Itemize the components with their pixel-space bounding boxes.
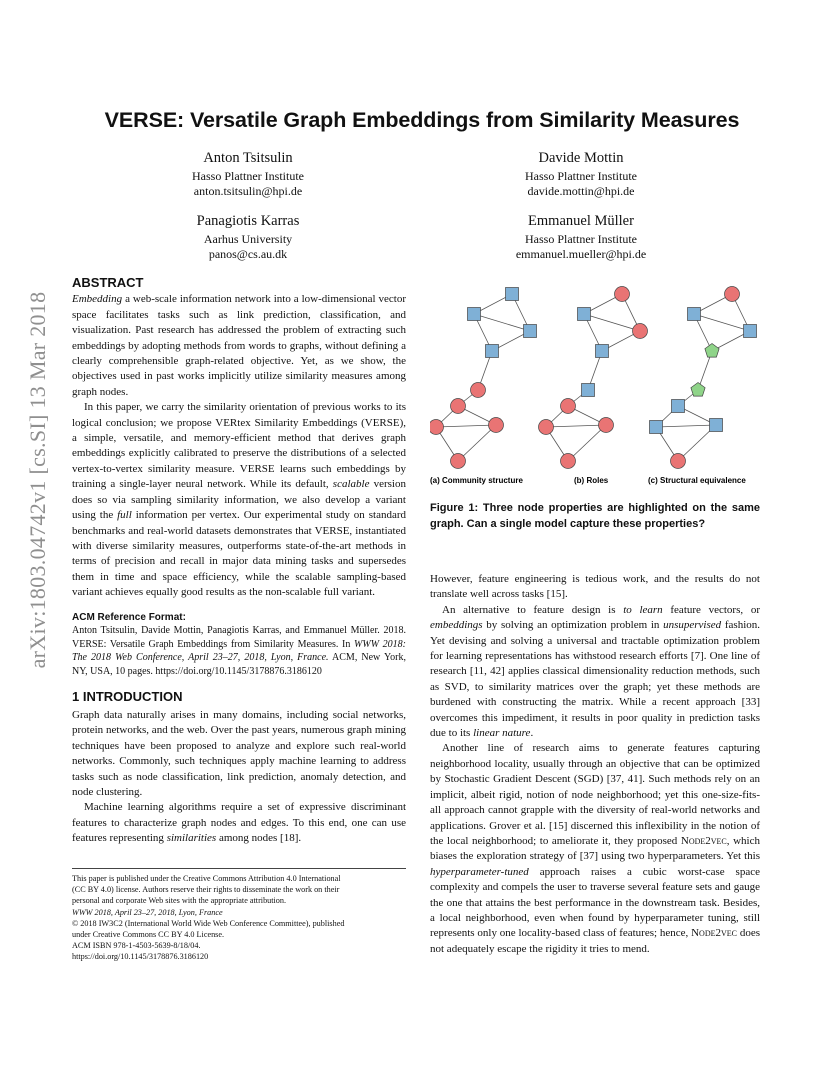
- acm-reference-text: Anton Tsitsulin, Davide Mottin, Panagiotis Karras, and Emmanuel Müller. 2018. VERSE: Versatile Graph Embeddings from Similarity Measures. In WWW 2018: The 2018 Web Conference, April 23–27, 2018, Lyon, France. ACM, New York, NY, USA, 10 pages. https://doi.org/10.1145/3178876.3186120: [72, 625, 407, 677]
- abstract-heading: ABSTRACT: [72, 275, 144, 290]
- author-block: [451, 214, 711, 262]
- circle-node: [451, 399, 466, 414]
- subfigure-label-b: (b) Roles: [574, 476, 609, 485]
- graph-edge: [546, 425, 606, 427]
- circle-node: [615, 287, 630, 302]
- circle-node: [633, 324, 648, 339]
- author-affiliation: Hasso Plattner Institute: [525, 169, 637, 183]
- author-name: Emmanuel Müller: [528, 213, 634, 229]
- intro-paragraph: Graph data naturally arises in many domains, including social networks, protein networks, and the web. Over the past years, numerous graph mining techniques have been proposed to analyze and explore such real-world networks. Commonly, such techniques apply machine learning to address tasks such as node classification, link prediction, anomaly detection, and node clustering.: [72, 708, 406, 798]
- circle-node: [561, 454, 576, 469]
- paper-title: VERSE: Versatile Graph Embeddings from Similarity Measures: [104, 108, 740, 132]
- copyright-footnote: This paper is published under the Creative Commons Attribution 4.0 International (CC BY 4.0) license. Authors reserve their rights to disseminate the work on their personal and corporate Web sites with the appropriate attribution. WWW 2018, April 23–27, 2018, Lyon, France © 2018 IW3C2 (International World Wide Web Conference Committee), published under Creative Commons CC BY 4.0 License. ACM ISBN 978-1-4503-5639-8/18/04. https://doi.org/10.1145/3178876.3186120: [72, 868, 406, 963]
- square-node: [688, 308, 701, 321]
- graph-edge: [458, 425, 496, 461]
- graph-panel-roles: [539, 287, 648, 469]
- author-name: Panagiotis Karras: [196, 213, 300, 229]
- body-paragraph: However, feature engineering is tedious work, and the results do not translate well across tasks [15].: [430, 573, 760, 601]
- body-paragraph: Another line of research aims to generate features capturing neighborhood locality, usually through an objective that can be optimized by Stochastic Gradient Descent (SGD) [37, 41]. Such methods rely on an implicit, albeit rigid, notion of node neighborhood; yet this one-size-fits-all approach cannot grapple with the diversity of real-world networks and applications. Grover et al. [15] discerned this inflexibility in the notion of the local neighborhood; to ameliorate it, they proposed Node2vec, which biases the exploration strategy of [37] using two hyperparameters. Yet this hyperparameter-tuned approach raises a cubic worst-case space complexity and compels the user to traverse several feature sets and gauge the one that attains the best performance in the downstream task. Besides, a local neighborhood, even when found by hyperparameter tuning, still represents only one locality-based class of features; hence, Node2vec does not adequately escape the rigidity it tries to mend.: [430, 742, 760, 955]
- abstract-paragraph: In this paper, we carry the similarity orientation of previous works to its logical conclusion; we propose VERtex Similarity Embeddings (VERSE), a simple, versatile, and memory-efficient method that derives graph embeddings explicitly calibrated to preserve the distributions of a selected vertex-to-vertex similarity measure. VERSE learns such embeddings by training a single-layer neural network. While its default, scalable version does so via sampling similarity information, we also develop a variant using the full information per vertex. Our experimental study on standard benchmarks and real-world datasets demonstrates that VERSE, instantiated with diverse similarity measures, outperforms state-of-the-art methods in terms of precision and recall in major data mining tasks and supersedes them in time and space efficiency, while the scalable sampling-based variant achieves equally good results as the non-scalable full variant.: [72, 401, 406, 599]
- pentagon-node: [705, 344, 719, 358]
- author-email: davide.mottin@hpi.de: [527, 184, 635, 198]
- square-node: [468, 308, 481, 321]
- right-column: [430, 572, 760, 957]
- graph-edge: [656, 425, 716, 427]
- square-node: [744, 325, 757, 338]
- circle-node: [489, 418, 504, 433]
- graph-edge: [568, 425, 606, 461]
- circle-node: [671, 454, 686, 469]
- author-email: anton.tsitsulin@hpi.de: [193, 184, 303, 198]
- square-node: [578, 308, 591, 321]
- author-affiliation: Hasso Plattner Institute: [525, 232, 637, 246]
- graph-panel-community: [430, 288, 537, 469]
- square-node: [582, 384, 595, 397]
- circle-node: [430, 420, 444, 435]
- square-node: [506, 288, 519, 301]
- graph-edge: [584, 314, 640, 331]
- body-paragraph: An alternative to feature design is to learn feature vectors, or embeddings by solving an optimization problem in unsupervised fashion. Yet devising and solving a universal and tractable optimization problem for learning representations has withstood research efforts [7]. One line of research [11, 42] applies classical dimensionality reduction methods, such as SVD, to similarity matrices over the graph; yet these methods are burdened with constructing the matrix. While a recent approach [33] overcomes this impediment, it results in poor quality in prediction tasks due to its linear nature.: [430, 603, 760, 740]
- circle-node: [599, 418, 614, 433]
- author-affiliation: Hasso Plattner Institute: [192, 169, 304, 183]
- circle-node: [539, 420, 554, 435]
- circle-node: [561, 399, 576, 414]
- acm-reference: [72, 611, 406, 679]
- intro-paragraph: Machine learning algorithms require a set of expressive discriminant features to characterize graph nodes and edges. To this end, one can use features representing similarities among nodes [18].: [72, 801, 406, 845]
- author-email: panos@cs.au.dk: [208, 247, 288, 261]
- author-block: [451, 151, 711, 199]
- graph-edge: [474, 314, 530, 331]
- circle-node: [725, 287, 740, 302]
- author-block: [118, 151, 378, 199]
- square-node: [596, 345, 609, 358]
- author-affiliation: Aarhus University: [203, 232, 293, 246]
- left-column: [72, 275, 406, 847]
- subfigure-label-c: (c) Structural equivalence: [648, 476, 746, 485]
- intro-heading: 1 INTRODUCTION: [72, 688, 183, 704]
- graph-panel-structural: [650, 287, 757, 469]
- arxiv-identifier: arXiv:1803.04742v1 [cs.SI] 13 Mar 2018: [25, 291, 50, 669]
- subfigure-label-a: (a) Community structure: [430, 476, 523, 485]
- figure-graph-properties: [430, 284, 760, 494]
- square-node: [710, 419, 723, 432]
- square-node: [486, 345, 499, 358]
- abstract-paragraph: Embedding a web-scale information network into a low-dimensional vector space facilitates tasks such as link prediction, classification, and visualization. Past research has addressed the problem of extracting such embeddings by adopting methods from words to graphs, without defining a clearly comprehensible graph-related objective. Yet, as we show, the objectives used in past works implicitly utilize similarity measures among graph nodes.: [72, 293, 406, 398]
- author-block: [118, 214, 378, 262]
- author-name: Anton Tsitsulin: [203, 150, 293, 166]
- graph-edge: [694, 314, 750, 331]
- author-name: Davide Mottin: [538, 150, 624, 166]
- pentagon-node: [691, 383, 705, 397]
- square-node: [650, 421, 663, 434]
- square-node: [672, 400, 685, 413]
- graph-edge: [436, 425, 496, 427]
- circle-node: [451, 454, 466, 469]
- circle-node: [471, 383, 486, 398]
- author-email: emmanuel.mueller@hpi.de: [515, 247, 647, 261]
- square-node: [524, 325, 537, 338]
- acm-reference-heading: ACM Reference Format:: [72, 611, 186, 623]
- figure-caption: Figure 1: Three node properties are highlighted on the same graph. Can a single model capture these properties?: [430, 502, 760, 530]
